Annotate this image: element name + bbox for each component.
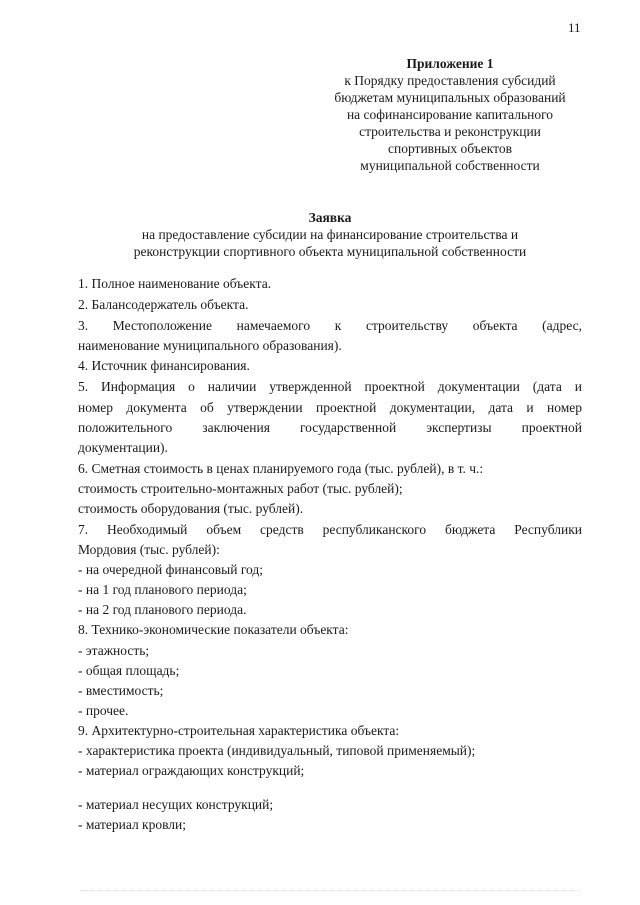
- item-line: - этажность;: [78, 643, 150, 658]
- appendix-line: бюджетам муниципальных образований: [334, 90, 566, 105]
- item-line: 5. Информация о наличии утвержденной проектной документации (дата и: [78, 379, 582, 394]
- item-line: 9. Архитектурно-строительная характеристика объекта:: [78, 723, 400, 738]
- request-heading: [80, 209, 580, 260]
- item-line: 8. Технико-экономические показатели объекта:: [78, 622, 349, 637]
- item-line: - характеристика проекта (индивидуальный, типовой применяемый);: [78, 743, 476, 758]
- appendix-block: [300, 55, 600, 174]
- item-line: документации).: [78, 440, 168, 455]
- item-line: - материал ограждающих конструкций;: [78, 763, 305, 778]
- appendix-line: спортивных объектов: [388, 141, 512, 156]
- appendix-title: Приложение 1: [406, 56, 494, 71]
- appendix-line: к Порядку предоставления субсидий: [344, 73, 556, 88]
- item-line: номер документа об утверждении проектной документации, дата и номер: [78, 400, 582, 415]
- appendix-line: строительства и реконструкции: [359, 124, 541, 139]
- request-subtitle-line: реконструкции спортивного объекта муниципальной собственности: [133, 244, 527, 259]
- item-line: Мордовия (тыс. рублей):: [78, 542, 220, 557]
- item-line: 4. Источник финансирования.: [78, 358, 250, 373]
- item-line: стоимость строительно-монтажных работ (тыс. рублей);: [78, 481, 403, 496]
- item-line: 7. Необходимый объем средств республиканского бюджета Республики: [78, 522, 582, 537]
- item-line: - вместимость;: [78, 683, 164, 698]
- item-line: 3. Местоположение намечаемого к строительству объекта (адрес,: [78, 318, 582, 333]
- item-line: - на 1 год планового периода;: [78, 582, 247, 597]
- item-line: 1. Полное наименование объекта.: [78, 276, 272, 291]
- item-line: - материал кровли;: [78, 817, 187, 832]
- item-line: - материал несущих конструкций;: [78, 797, 274, 812]
- item-line: 2. Балансодержатель объекта.: [78, 297, 249, 312]
- page-number: 11: [568, 20, 581, 35]
- request-title: Заявка: [308, 210, 352, 225]
- item-line: - прочее.: [78, 703, 129, 718]
- appendix-line: на софинансирование капитального: [346, 107, 554, 122]
- appendix-line: муниципальной собственности: [360, 158, 540, 173]
- request-subtitle-line: на предоставление субсидии на финансирование строительства и: [141, 227, 519, 242]
- scan-noise-divider: [80, 888, 580, 891]
- item-line: положительного заключения государственной экспертизы проектной: [78, 420, 582, 435]
- item-line: стоимость оборудования (тыс. рублей).: [78, 501, 304, 516]
- item-line: - общая площадь;: [78, 663, 180, 678]
- item-line: 6. Сметная стоимость в ценах планируемого года (тыс. рублей), в т. ч.:: [78, 461, 484, 476]
- item-line: наименование муниципального образования).: [78, 338, 342, 353]
- item-line: - на очередной финансовый год;: [78, 562, 264, 577]
- item-line: - на 2 год планового периода.: [78, 602, 247, 617]
